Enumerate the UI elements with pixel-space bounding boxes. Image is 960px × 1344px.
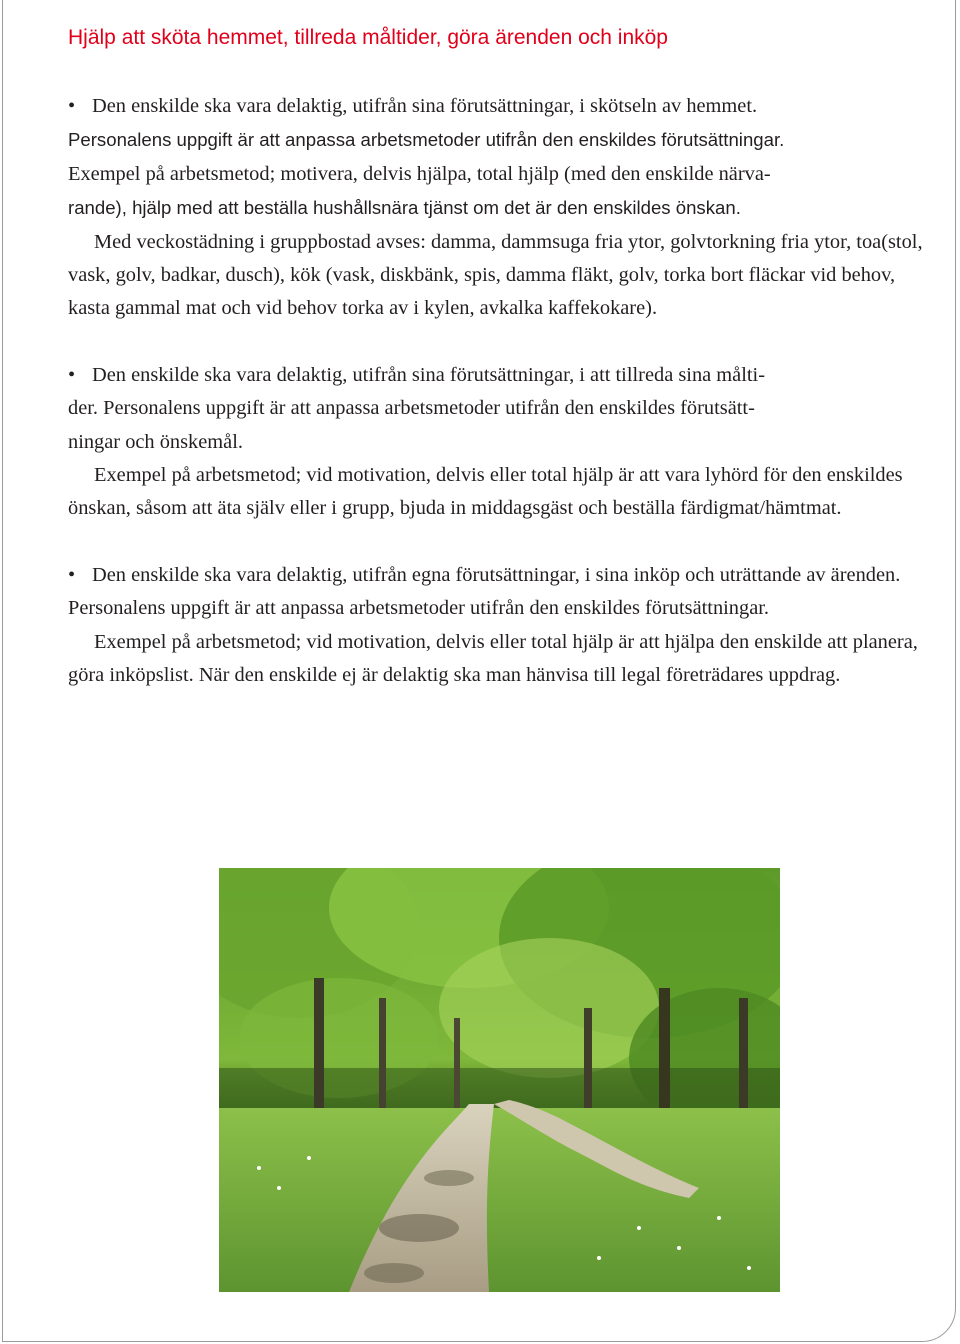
section-1-lead <box>68 90 934 226</box>
section-2-lead-text: Den enskilde ska vara delaktig, utifrån sina förutsättningar, i att tillreda sina målti- <box>92 363 766 386</box>
section-1-extra: Med veckostädning i gruppbostad avses: damma, dammsuga fria ytor, golvtorkning fria ytor, toa(stol, vask, golv, badkar, dusch), kök (vask, diskbänk, spis, damma fläkt, golv, torka bort fläckar vid behov, kasta gammal mat och vid behov torka av i kylen, avkalka kaffekokare). <box>68 230 923 320</box>
spacer <box>68 326 934 359</box>
section-3-lead-text: Den enskilde ska vara delaktig, utifrån egna förutsättningar, i sina inköp och uträttande av ärenden. <box>92 563 901 586</box>
section-1-example-text: Exempel på arbetsmetod; motivera, delvis hjälpa, total hjälp (med den enskilde närva- <box>68 162 771 185</box>
bullet-icon: • <box>68 363 76 386</box>
section-3-staff-text: Personalens uppgift är att anpassa arbetsmetoder utifrån den enskildes förutsättningar. <box>68 597 770 620</box>
section-2-staff-text: Personalens uppgift är att anpassa arbetsmetoder utifrån den enskildes förutsätt- <box>103 397 755 420</box>
section-1-lead-text: Den enskilde ska vara delaktig, utifrån sina förutsättningar, i skötseln av hemmet. <box>92 95 758 117</box>
section-1-example-text-2: rande), hjälp med att beställa hushållsnära tjänst om det är den enskildes önskan. <box>68 197 741 219</box>
section-2-lead <box>68 359 934 459</box>
section-2-example: Exempel på arbetsmetod; vid motivation, delvis eller total hjälp är att vara lyhörd för den enskildes önskan, såsom att äta själv eller i grupp, bjuda in middagsgäst och beställa färdigmat/hämtmat. <box>68 464 903 520</box>
section-2-staff-text-2: ningar och önskemål. <box>68 430 243 453</box>
spacer <box>68 526 934 559</box>
document-body <box>68 90 934 693</box>
section-3-example: Exempel på arbetsmetod; vid motivation, delvis eller total hjälp är att hjälpa den enskilde att planera, göra inköpslist. När den enskilde ej är delaktig ska man hänvisa till legal företrädares uppdrag. <box>68 630 918 687</box>
section-1-staff-text: Personalens uppgift är att anpassa arbetsmetoder utifrån den enskildes förutsättningar. <box>68 129 785 151</box>
section-3-lead <box>68 559 934 626</box>
bullet-icon: • <box>68 95 76 117</box>
forest-path-photo <box>219 868 780 1292</box>
bullet-icon: • <box>68 563 76 586</box>
page-heading: Hjälp att sköta hemmet, tillreda måltider, göra ärenden och inköp <box>68 26 668 49</box>
section-2-lead-text-2: der. <box>68 397 99 420</box>
